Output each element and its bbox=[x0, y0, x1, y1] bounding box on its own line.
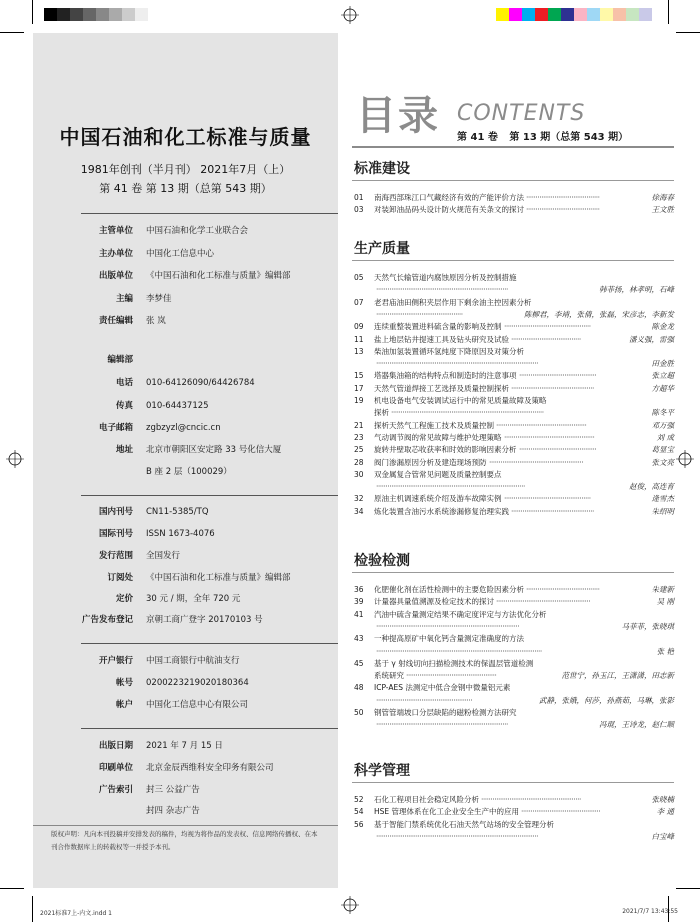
toc-leader-dots: ··················································· bbox=[376, 695, 473, 705]
registration-mark-icon bbox=[341, 6, 359, 24]
toc-article-title: 阀门渗漏原因分析及建造现场预防 bbox=[374, 457, 487, 467]
toc-page-number: 52 bbox=[354, 795, 364, 804]
toc-author: 潘义强，雷强 bbox=[629, 334, 674, 344]
toc-leader-dots: ······································· bbox=[526, 585, 600, 594]
toc-article-title: 南海西部珠江口气藏经济有效的产能评价方法 bbox=[374, 193, 524, 202]
toc-author: 邓万强 bbox=[651, 420, 674, 430]
registration-mark-icon bbox=[6, 450, 24, 468]
divider bbox=[81, 495, 338, 496]
toc-article-title: HSE 管理体系在化工企业安全生产中的应用 bbox=[374, 807, 520, 817]
toc-entry[interactable] bbox=[354, 806, 674, 818]
publication-row: 封四 杂志广告 bbox=[146, 806, 200, 816]
toc-leader-dots: ······················································································ bbox=[376, 831, 539, 841]
footer-timestamp: 2021/7/7 13:43:55 bbox=[622, 908, 678, 915]
toc-entry[interactable] bbox=[354, 596, 674, 608]
toc-author: 徐海春 bbox=[651, 193, 674, 202]
crop-mark bbox=[0, 32, 24, 33]
toc-article-title: 基于智能门禁系统优化石油天然气站场的安全管理分析 bbox=[374, 819, 554, 829]
toc-article-title: 探析天然气工程施工技术及质量控制 bbox=[374, 420, 494, 430]
toc-page-number: 19 bbox=[354, 396, 364, 405]
toc-leader-dots: ·········································· bbox=[521, 807, 601, 817]
toc-page-number: 25 bbox=[354, 445, 364, 455]
toc-author: 韩菲扬，林孝明，石峰 bbox=[599, 285, 674, 295]
toc-article-title: 探析 bbox=[374, 408, 389, 418]
toc-page-number: 43 bbox=[354, 634, 364, 644]
editorial-row: 电子邮箱 zgbzyzl@cncic.cn bbox=[98, 423, 221, 433]
masthead-panel bbox=[33, 33, 338, 888]
toc-entry[interactable] bbox=[354, 794, 674, 806]
toc-page-number: 13 bbox=[354, 346, 364, 356]
toc-entry[interactable] bbox=[354, 469, 674, 481]
toc-entry[interactable] bbox=[354, 707, 674, 719]
toc-entry[interactable] bbox=[354, 420, 674, 432]
section-rule bbox=[352, 180, 674, 181]
toc-page-number: 32 bbox=[354, 494, 364, 504]
toc-article-title: ICP-AES 法测定中低合金钢中微量铝元素 bbox=[374, 683, 511, 693]
toc-author: 范世宁，孙玉江，王潇潇，田志新 bbox=[561, 671, 674, 681]
toc-author: 张 艳 bbox=[656, 646, 674, 656]
toc-entry[interactable] bbox=[354, 204, 674, 216]
toc-author: 白宝峰 bbox=[651, 831, 674, 841]
toc-leader-dots: ············································ bbox=[511, 506, 594, 516]
section-rule bbox=[352, 572, 674, 573]
masthead-row: 主办单位 中国化工信息中心 bbox=[98, 249, 215, 259]
bank-row: 帐号 0200223219020180364 bbox=[115, 678, 249, 688]
toc-entry[interactable] bbox=[354, 457, 674, 469]
editorial-row: 电话 010-64126090/64426784 bbox=[115, 378, 255, 388]
masthead-row: 出版单位 《中国石油和化工标准与质量》编辑部 bbox=[98, 271, 291, 281]
toc-author: 王文胜 bbox=[651, 205, 674, 215]
divider bbox=[33, 825, 338, 826]
toc-entry[interactable] bbox=[354, 309, 674, 321]
toc-leader-dots: ················································ bbox=[504, 432, 595, 442]
toc-entry[interactable] bbox=[354, 444, 674, 456]
toc-page-number: 17 bbox=[354, 383, 364, 393]
toc-author: 方超华 bbox=[651, 383, 674, 393]
publication-row: 出版日期 2021 年 7 月 15 日 bbox=[98, 741, 223, 751]
toc-leader-dots: ······································································ bbox=[376, 720, 508, 730]
toc-leader-dots: ········································· bbox=[519, 445, 597, 455]
toc-author: 张晓楠 bbox=[651, 795, 674, 804]
toc-entry[interactable] bbox=[354, 831, 674, 843]
toc-article-title: 旋转井壁取芯收获率和时效的影响因素分析 bbox=[374, 445, 517, 455]
distribution-row: 广告发布登记 京朝工商广登字 20170103 号 bbox=[81, 615, 263, 625]
toc-article-title: 机电设备电气安装调试运行中的常见质量故障及策略 bbox=[374, 396, 547, 405]
toc-author: 陈柳君，李靖，张倩，张磊，宋彦志，李新发 bbox=[524, 309, 674, 319]
toc-page-number: 39 bbox=[354, 597, 364, 607]
toc-page-number: 50 bbox=[354, 708, 364, 717]
crop-mark bbox=[668, 0, 669, 24]
toc-entry[interactable] bbox=[354, 719, 674, 731]
toc-page-number: 23 bbox=[354, 432, 364, 442]
toc-leader-dots: ························································································ bbox=[376, 646, 542, 656]
toc-article-title: 气动调节阀的常见故障与维护处理策略 bbox=[374, 432, 502, 442]
volume-issue-line: 第 41 卷 第 13 期（总第 543 期） bbox=[99, 182, 272, 195]
toc-article-title: 盐上地层钻井提速工具及钻头研究及试验 bbox=[374, 334, 509, 344]
toc-article-title: 对装卸油品码头设计防火规范有关条文的探讨 bbox=[374, 205, 524, 215]
toc-title: 目录 bbox=[356, 93, 440, 139]
toc-page-number: 21 bbox=[354, 420, 364, 430]
toc-entry[interactable] bbox=[354, 432, 674, 444]
toc-entry[interactable] bbox=[354, 609, 674, 621]
toc-article-title: 基于 γ 射线切向扫描检测技术的保温层管道检测 bbox=[374, 658, 534, 668]
divider bbox=[81, 728, 338, 729]
toc-article-title: 原油主机调速系统介绍及游车故障实例 bbox=[374, 494, 502, 504]
toc-entry[interactable] bbox=[354, 493, 674, 505]
toc-entry[interactable] bbox=[354, 334, 674, 346]
toc-entry[interactable] bbox=[354, 321, 674, 333]
section-rule bbox=[352, 782, 674, 783]
cmyk-color-bar bbox=[496, 8, 652, 21]
distribution-row: 发行范围 全国发行 bbox=[98, 551, 181, 561]
toc-entry[interactable] bbox=[354, 284, 674, 296]
toc-entry[interactable] bbox=[354, 481, 674, 493]
toc-page-number: 45 bbox=[354, 658, 364, 668]
toc-leader-dots: ········································· bbox=[519, 371, 597, 381]
toc-leader-dots: ·············································· bbox=[504, 494, 591, 504]
toc-article-title: 双金属复合管常见问题及质量控制要点 bbox=[374, 469, 502, 479]
toc-leader-dots: ················································································· bbox=[391, 408, 544, 418]
masthead-row: 主管单位 中国石油和化学工业联合会 bbox=[98, 226, 249, 236]
toc-page-number: 15 bbox=[354, 371, 364, 381]
toc-article-title: 天然气长输管道内腐蚀原因分析及控制措施 bbox=[374, 273, 517, 282]
toc-author: 朱绍明 bbox=[651, 506, 674, 516]
toc-page-number: 01 bbox=[354, 193, 364, 202]
toc-page-number: 11 bbox=[354, 334, 364, 344]
header-rule bbox=[352, 146, 674, 148]
divider bbox=[81, 643, 338, 644]
toc-author: 武静，张娥，何莎，孙燕茹，马琳，张影 bbox=[539, 695, 674, 705]
toc-article-title: 柴油加氢装置循环氢纯度下降原因及对策分析 bbox=[374, 346, 524, 356]
toc-leader-dots: ·················································· bbox=[489, 457, 584, 467]
toc-entry[interactable] bbox=[354, 395, 674, 407]
editorial-row: 地址 北京市朝阳区安定路 33 号化信大厦 bbox=[115, 445, 282, 455]
toc-entry[interactable] bbox=[354, 407, 674, 419]
bank-row: 开户银行 中国工商银行中航油支行 bbox=[98, 656, 240, 666]
crop-mark bbox=[676, 32, 700, 33]
section-title: 标准建设 bbox=[354, 161, 410, 177]
toc-leader-dots: ············································································ bbox=[376, 621, 520, 631]
registration-mark-icon bbox=[341, 896, 359, 914]
toc-author: 葛显宝 bbox=[651, 445, 674, 455]
divider bbox=[81, 213, 338, 214]
toc-page-number: 56 bbox=[354, 819, 364, 829]
toc-leader-dots: ······································· bbox=[526, 205, 600, 215]
toc-entry[interactable] bbox=[354, 358, 674, 370]
crop-mark bbox=[32, 0, 33, 24]
toc-entry[interactable] bbox=[354, 192, 674, 204]
section-title: 生产质量 bbox=[354, 241, 410, 257]
toc-article-title: 塔器集油箱的结构特点和制造时的注意事项 bbox=[374, 371, 517, 381]
toc-leader-dots: ····················································· bbox=[481, 795, 581, 804]
toc-entry[interactable] bbox=[354, 346, 674, 358]
toc-leader-dots: ······································· bbox=[526, 193, 600, 202]
toc-article-title: 化肥催化剂在活性检测中的主要危险因素分析 bbox=[374, 585, 524, 594]
toc-page-number: 09 bbox=[354, 322, 364, 332]
toc-entry[interactable] bbox=[354, 584, 674, 596]
toc-article-title: 汽油中硫含量测定结果不确定度评定与方法优化分析 bbox=[374, 609, 547, 619]
distribution-row: 国内刊号 CN11-5385/TQ bbox=[98, 507, 209, 517]
toc-page-number: 41 bbox=[354, 609, 364, 619]
toc-article-title: 计量器具量值溯源及检定技术的探讨 bbox=[374, 597, 494, 607]
distribution-row: 订阅处 《中国石油和化工标准与质量》编辑部 bbox=[107, 573, 291, 583]
toc-leader-dots: ·············································· bbox=[376, 309, 463, 319]
copyright-notice: 版权声明：凡向本刊投稿并安排发表的稿件，均视为将作品的发表权、信息网络传播权、在本刊合作数据库上的转载权等一并授予本刊。 bbox=[51, 830, 318, 851]
journal-title: 中国石油和化工标准与质量 bbox=[59, 125, 312, 149]
toc-entry[interactable] bbox=[354, 621, 674, 633]
publication-row: 印刷单位 北京金辰西维科安全印务有限公司 bbox=[98, 763, 274, 773]
toc-page-number: 34 bbox=[354, 506, 364, 516]
masthead-row: 责任编辑 张 岚 bbox=[98, 316, 166, 326]
section-title: 检验检测 bbox=[354, 553, 410, 569]
toc-page-number: 54 bbox=[354, 807, 364, 817]
toc-page-number: 03 bbox=[354, 205, 364, 215]
bank-row: 帐户 中国化工信息中心有限公司 bbox=[115, 700, 249, 710]
founded-line: 1981年创刊（半月刊） 2021年7月（上） bbox=[80, 163, 291, 176]
toc-leader-dots: ·················································· bbox=[496, 597, 591, 607]
crop-mark bbox=[32, 896, 33, 922]
grayscale-color-bar bbox=[44, 8, 148, 21]
toc-leader-dots: ······················································································ bbox=[376, 359, 539, 369]
toc-author: 逄雪杰 bbox=[651, 494, 674, 504]
section-title: 科学管理 bbox=[354, 763, 410, 779]
toc-page-number: 28 bbox=[354, 457, 364, 467]
toc-author: 陈冬平 bbox=[651, 408, 674, 418]
toc-issue: 第 13 期（总第 543 期） bbox=[509, 132, 629, 143]
toc-page-number: 36 bbox=[354, 585, 364, 594]
toc-issue-line bbox=[457, 128, 636, 143]
toc-volume: 第 41 卷 bbox=[457, 132, 498, 143]
toc-entry[interactable] bbox=[354, 819, 674, 831]
distribution-row: 定价 30 元 / 期，全年 720 元 bbox=[115, 594, 241, 604]
toc-author: 赵俊，高连育 bbox=[629, 482, 674, 492]
editorial-row: 传真 010-64437125 bbox=[115, 401, 209, 411]
toc-entry[interactable] bbox=[354, 695, 674, 707]
publication-row: 广告索引 封三 公益广告 bbox=[98, 785, 200, 795]
toc-author: 吴 刚 bbox=[656, 597, 674, 607]
toc-page-number: 30 bbox=[354, 469, 364, 479]
toc-author: 刘 成 bbox=[656, 432, 674, 442]
toc-leader-dots: ············································ bbox=[511, 383, 594, 393]
toc-entry[interactable] bbox=[354, 646, 674, 658]
toc-page-number: 48 bbox=[354, 683, 364, 693]
toc-article-title: 连续重整装置进料硫含量的影响及控制 bbox=[374, 322, 502, 332]
toc-entry[interactable] bbox=[354, 272, 674, 284]
toc-article-title: 炼化装置含油污水系统渗漏修复治理实践 bbox=[374, 506, 509, 516]
toc-author: 冯琨，王诗龙，赵仁顺 bbox=[599, 720, 674, 730]
toc-author: 朱建新 bbox=[651, 585, 674, 594]
toc-entry[interactable] bbox=[354, 297, 674, 309]
toc-entry[interactable] bbox=[354, 633, 674, 645]
toc-leader-dots: ·············································· bbox=[504, 322, 591, 332]
toc-page-number: 07 bbox=[354, 297, 364, 307]
toc-page-number: 05 bbox=[354, 273, 364, 282]
toc-entry[interactable] bbox=[354, 370, 674, 382]
toc-author: 李 通 bbox=[656, 807, 674, 817]
toc-article-title: 天然气管道焊接工艺选择及质量控制探析 bbox=[374, 383, 509, 393]
toc-article-title: 石化工程项目社会稳定风险分析 bbox=[374, 795, 479, 804]
toc-entry[interactable] bbox=[354, 670, 674, 682]
editorial-heading: 编辑部 bbox=[107, 355, 133, 365]
distribution-row: 国际刊号 ISSN 1673-4076 bbox=[98, 529, 215, 539]
footer-file: 2021标准7上-内文.indd 1 bbox=[40, 910, 112, 917]
toc-entry[interactable] bbox=[354, 658, 674, 670]
crop-mark bbox=[0, 888, 24, 889]
toc-leader-dots: ················································ bbox=[496, 420, 587, 430]
toc-article-title: 系统研究 bbox=[374, 671, 404, 681]
toc-author: 马菲菲，张晓琪 bbox=[621, 621, 674, 631]
toc-leader-dots: ······································································ bbox=[376, 285, 508, 295]
toc-leader-dots: ····································· bbox=[511, 334, 581, 344]
toc-leader-dots: ················································ bbox=[406, 671, 497, 681]
toc-title-en: CONTENTS bbox=[457, 101, 586, 126]
toc-author: 陈金龙 bbox=[651, 322, 674, 332]
toc-entry[interactable] bbox=[354, 506, 674, 518]
toc-entry[interactable] bbox=[354, 682, 674, 694]
masthead-row: 主编 李梦佳 bbox=[115, 294, 172, 304]
toc-author: 张文亮 bbox=[651, 457, 674, 467]
crop-mark bbox=[676, 888, 700, 889]
toc-author: 田金胜 bbox=[651, 359, 674, 369]
toc-article-title: 老君庙油田侧积夹层作用下剩余油主控因素分析 bbox=[374, 297, 532, 307]
toc-article-title: 一种提高原矿中氧化钙含量测定准确度的方法 bbox=[374, 634, 524, 644]
section-rule bbox=[352, 260, 674, 261]
registration-mark-icon bbox=[676, 450, 694, 468]
toc-leader-dots: ··············································································· bbox=[376, 482, 525, 492]
toc-entry[interactable] bbox=[354, 383, 674, 395]
toc-article-title: 钢管管端坡口分层缺陷的磁粉检测方法研究 bbox=[374, 708, 517, 717]
toc-author: 张立超 bbox=[651, 371, 674, 381]
editorial-row: B 座 2 层（100029） bbox=[146, 467, 232, 477]
